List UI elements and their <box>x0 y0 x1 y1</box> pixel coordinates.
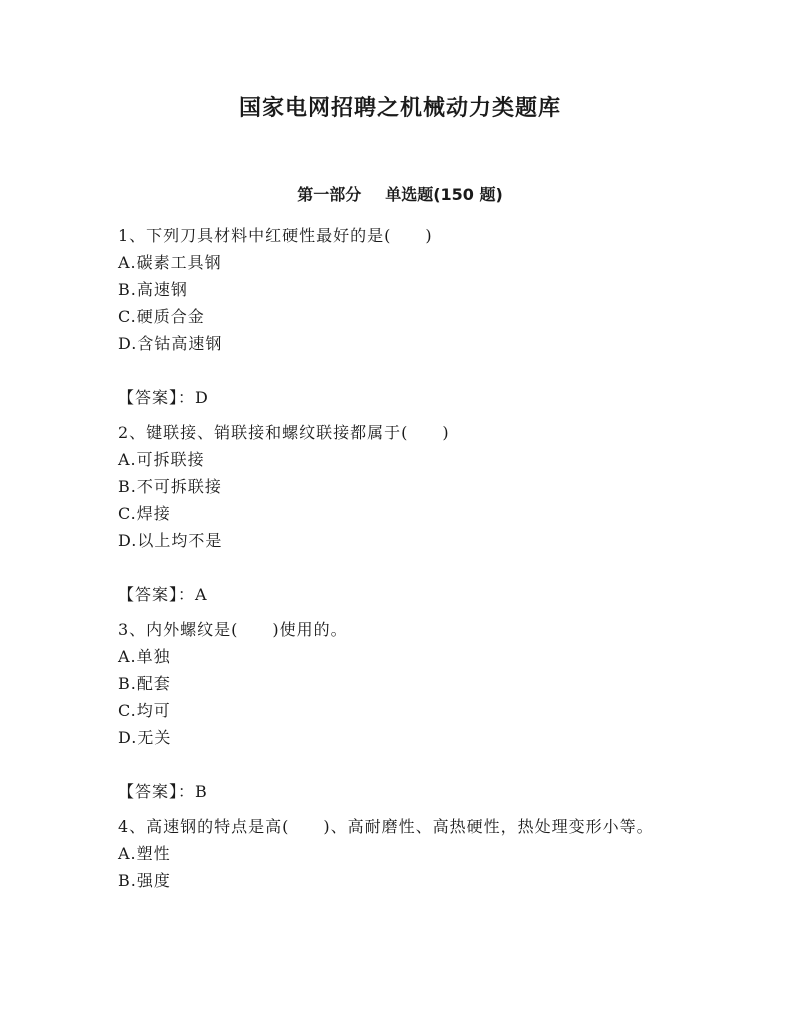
question-stem: 2、键联接、销联接和螺纹联接都属于( ) <box>118 423 450 442</box>
question-3 <box>118 616 678 805</box>
answer-value: A <box>195 585 208 604</box>
question-1 <box>118 222 678 411</box>
section-heading <box>0 182 800 208</box>
option-c: C.焊接 <box>118 504 171 523</box>
section-label: 第一部分 <box>297 185 362 204</box>
answer-label: 【答案】： <box>118 388 196 407</box>
option-b: B.高速钢 <box>118 280 188 299</box>
option-d: D.含钴高速钢 <box>118 334 223 353</box>
question-2 <box>118 419 678 608</box>
question-stem: 1、下列刀具材料中红硬性最好的是( ) <box>118 226 433 245</box>
option-d: D.无关 <box>118 728 172 747</box>
option-c: C.硬质合金 <box>118 307 205 326</box>
option-c: C.均可 <box>118 701 171 720</box>
option-a: A.可拆联接 <box>118 450 205 469</box>
answer-line <box>118 581 678 608</box>
document-title: 国家电网招聘之机械动力类题库 <box>238 96 561 121</box>
answer-value: D <box>195 388 209 407</box>
option-b: B.配套 <box>118 674 171 693</box>
answer-label: 【答案】： <box>118 585 196 604</box>
answer-line <box>118 778 678 805</box>
question-list <box>118 222 678 894</box>
option-a: A.塑性 <box>118 844 171 863</box>
option-a: A.碳素工具钢 <box>118 253 222 272</box>
answer-value: B <box>195 782 208 801</box>
section-name: 单选题(150 题) <box>385 185 503 204</box>
answer-line <box>118 384 678 411</box>
question-stem: 4、高速钢的特点是高( )、高耐磨性、高热硬性，热处理变形小等。 <box>118 817 654 836</box>
question-4 <box>118 813 678 894</box>
option-a: A.单独 <box>118 647 171 666</box>
option-b: B.强度 <box>118 871 171 890</box>
answer-label: 【答案】： <box>118 782 196 801</box>
option-d: D.以上均不是 <box>118 531 223 550</box>
option-b: B.不可拆联接 <box>118 477 222 496</box>
question-stem: 3、内外螺纹是( )使用的。 <box>118 620 348 639</box>
